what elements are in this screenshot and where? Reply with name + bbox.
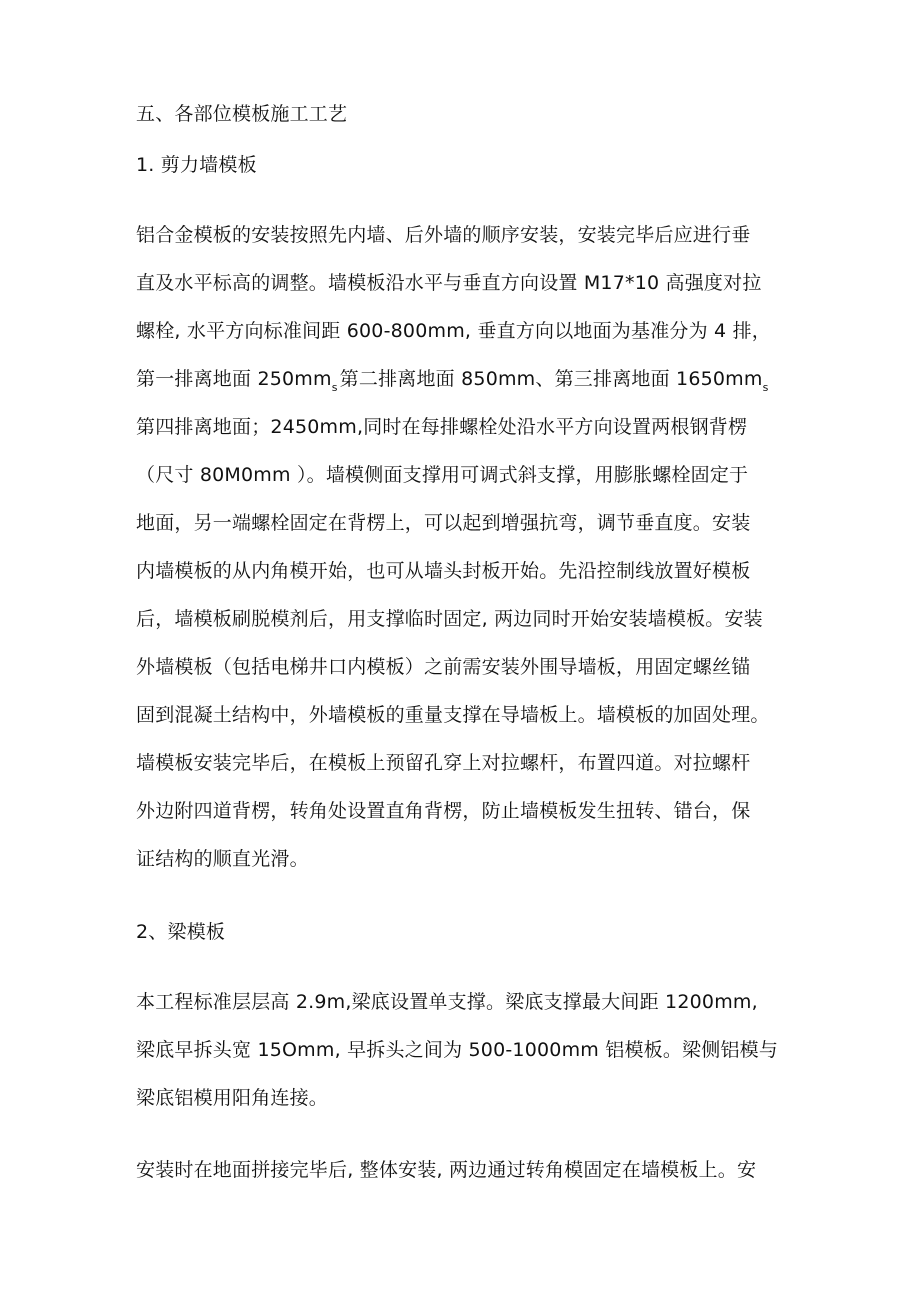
paragraph-line: 直及水平标高的调整。墙模板沿水平与垂直方向设置 M17*10 高强度对拉 — [136, 272, 762, 294]
line-segment: 第二排离地面 850mm、第三排离地面 1650mm — [339, 368, 763, 390]
paragraph-line: 固到混凝土结构中，外墙模板的重量支撑在导墙板上。墙模板的加固处理。 — [136, 704, 770, 726]
paragraph-line: 外边附四道背楞，转角处设置直角背楞，防止墙模板发生扭转、错台，保 — [136, 800, 751, 822]
paragraph-line: 梁底铝模用阳角连接。 — [136, 1087, 329, 1109]
section-heading: 五、各部位模板施工工艺 — [136, 103, 348, 125]
paragraph-line: 本工程标准层层高 2.9m,梁底设置单支撑。梁底支撑最大间距 1200mm, — [136, 991, 758, 1013]
paragraph-line: 安装时在地面拼接完毕后, 整体安装, 两边通过转角模固定在墙模板上。安 — [136, 1159, 757, 1181]
line-segment: 第一排离地面 250mm — [136, 368, 332, 390]
paragraph-line: 墙模板安装完毕后，在模板上预留孔穿上对拉螺杆，布置四道。对拉螺杆 — [136, 752, 751, 774]
paragraph-line: 后，墙模板刷脱模剂后，用支撑临时固定, 两边同时开始安装墙模板。安装 — [136, 608, 763, 630]
paragraph-line — [136, 367, 771, 394]
paragraph-line: 外墙模板（包括电梯井口内模板）之前需安装外围导墙板，用固定螺丝锚 — [136, 656, 751, 678]
paragraph-line: 地面，另一端螺栓固定在背楞上，可以起到增强抗弯，调节垂直度。安装 — [136, 512, 751, 534]
paragraph-line: 第四排离地面；2450mm,同时在每排螺栓处沿水平方向设置两根钢背楞 — [136, 416, 748, 438]
paragraph-line: 梁底早拆头宽 15Omm, 早拆头之间为 500-1000mm 铝模板。梁侧铝模与 — [136, 1039, 779, 1061]
paragraph-line: 铝合金模板的安装按照先内墙、后外墙的顺序安装，安装完毕后应进行垂 — [136, 224, 751, 246]
paragraph-line: 螺栓, 水平方向标准间距 600-800mm, 垂直方向以地面为基准分为 4 排， — [136, 320, 771, 342]
paragraph-line: （尺寸 80M0mm ）。墙模侧面支撑用可调式斜支撑，用膨胀螺栓固定于 — [136, 464, 749, 486]
subsection-title-shear-wall: 1. 剪力墙模板 — [136, 154, 257, 176]
subsection-title-beam: 2、梁模板 — [136, 921, 226, 943]
paragraph-line: 证结构的顺直光滑。 — [136, 848, 309, 870]
subscript-mark: s — [331, 381, 338, 394]
subscript-mark: s — [762, 381, 769, 394]
paragraph-line: 内墙模板的从内角模开始，也可从墙头封板开始。先沿控制线放置好模板 — [136, 560, 751, 582]
